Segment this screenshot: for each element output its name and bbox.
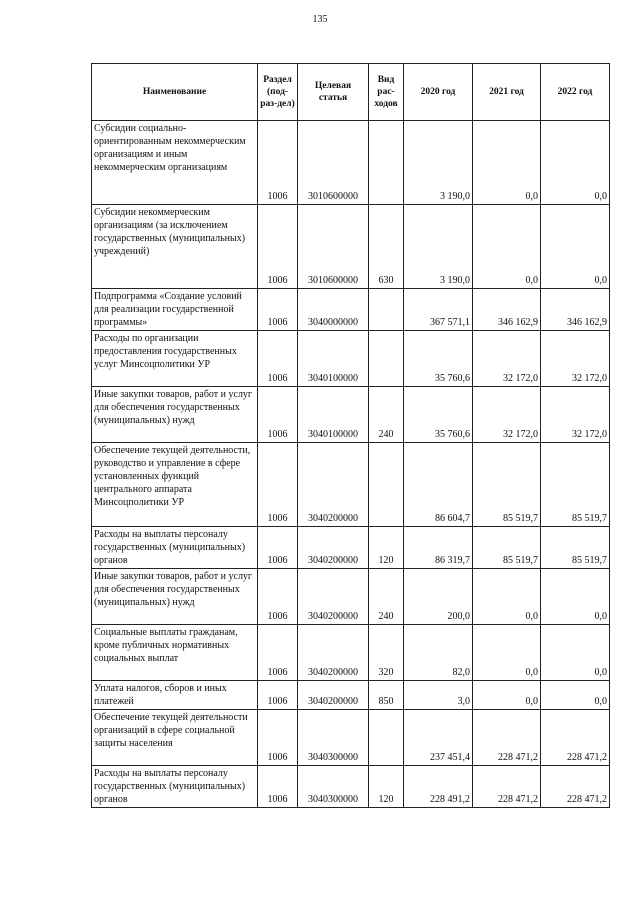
table-row	[92, 443, 610, 527]
cell-kind	[369, 710, 404, 766]
cell-y2022: 0,0	[541, 205, 610, 289]
cell-target: 3040200000	[298, 443, 369, 527]
header-kind: Вид рас-ходов	[369, 64, 404, 121]
table-row	[92, 527, 610, 569]
cell-y2020: 200,0	[404, 569, 473, 625]
cell-y2020: 3 190,0	[404, 205, 473, 289]
cell-y2021: 32 172,0	[473, 331, 541, 387]
table-row	[92, 205, 610, 289]
cell-y2021: 0,0	[473, 205, 541, 289]
cell-kind	[369, 331, 404, 387]
cell-kind: 850	[369, 681, 404, 710]
cell-section: 1006	[258, 681, 298, 710]
cell-name: Подпрограмма «Создание условий для реализации государственной программы»	[92, 289, 258, 331]
cell-y2022: 32 172,0	[541, 331, 610, 387]
page-number: 135	[312, 14, 328, 25]
cell-y2020: 35 760,6	[404, 331, 473, 387]
cell-y2021: 228 471,2	[473, 766, 541, 808]
cell-y2021: 32 172,0	[473, 387, 541, 443]
cell-kind: 120	[369, 766, 404, 808]
cell-name: Субсидии некоммерческим организациям (за исключением государственных (муниципальных) учреждений)	[92, 205, 258, 289]
cell-y2021: 0,0	[473, 569, 541, 625]
cell-y2021: 228 471,2	[473, 710, 541, 766]
cell-y2021: 0,0	[473, 681, 541, 710]
table-row	[92, 766, 610, 808]
cell-name: Обеспечение текущей деятельности организаций в сфере социальной защиты населения	[92, 710, 258, 766]
cell-section: 1006	[258, 331, 298, 387]
budget-table	[91, 63, 610, 808]
cell-y2020: 367 571,1	[404, 289, 473, 331]
cell-y2020: 35 760,6	[404, 387, 473, 443]
header-name: Наименование	[92, 64, 258, 121]
cell-section: 1006	[258, 387, 298, 443]
header-2022: 2022 год	[541, 64, 610, 121]
cell-y2020: 3 190,0	[404, 121, 473, 205]
cell-y2022: 228 471,2	[541, 710, 610, 766]
cell-kind: 240	[369, 387, 404, 443]
cell-target: 3040300000	[298, 710, 369, 766]
cell-section: 1006	[258, 625, 298, 681]
cell-target: 3010600000	[298, 205, 369, 289]
cell-y2022: 0,0	[541, 569, 610, 625]
table-row	[92, 121, 610, 205]
cell-kind: 630	[369, 205, 404, 289]
cell-target: 3040200000	[298, 569, 369, 625]
cell-section: 1006	[258, 710, 298, 766]
cell-target: 3040100000	[298, 387, 369, 443]
cell-y2021: 0,0	[473, 625, 541, 681]
cell-section: 1006	[258, 121, 298, 205]
header-target: Целевая статья	[298, 64, 369, 121]
cell-section: 1006	[258, 289, 298, 331]
cell-y2022: 85 519,7	[541, 527, 610, 569]
table-row	[92, 569, 610, 625]
cell-section: 1006	[258, 443, 298, 527]
header-2020: 2020 год	[404, 64, 473, 121]
cell-y2022: 0,0	[541, 121, 610, 205]
cell-y2021: 0,0	[473, 121, 541, 205]
cell-name: Социальные выплаты гражданам, кроме публичных нормативных социальных выплат	[92, 625, 258, 681]
cell-kind	[369, 289, 404, 331]
cell-y2021: 346 162,9	[473, 289, 541, 331]
cell-y2021: 85 519,7	[473, 527, 541, 569]
cell-target: 3040300000	[298, 766, 369, 808]
cell-name: Расходы на выплаты персоналу государственных (муниципальных) органов	[92, 527, 258, 569]
cell-y2020: 86 319,7	[404, 527, 473, 569]
cell-name: Субсидии социально-ориентированным некоммерческим организациям и иным некоммерческим организациям	[92, 121, 258, 205]
cell-section: 1006	[258, 205, 298, 289]
cell-name: Иные закупки товаров, работ и услуг для обеспечения государственных (муниципальных) нужд	[92, 387, 258, 443]
cell-y2022: 0,0	[541, 625, 610, 681]
table-header-row	[92, 64, 610, 121]
cell-y2020: 228 491,2	[404, 766, 473, 808]
cell-target: 3040200000	[298, 681, 369, 710]
table-row	[92, 625, 610, 681]
table-row	[92, 681, 610, 710]
cell-name: Иные закупки товаров, работ и услуг для обеспечения государственных (муниципальных) нужд	[92, 569, 258, 625]
cell-section: 1006	[258, 527, 298, 569]
cell-y2020: 86 604,7	[404, 443, 473, 527]
table-row	[92, 331, 610, 387]
header-2021: 2021 год	[473, 64, 541, 121]
cell-target: 3040200000	[298, 527, 369, 569]
table-row	[92, 387, 610, 443]
cell-name: Расходы на выплаты персоналу государственных (муниципальных) органов	[92, 766, 258, 808]
cell-kind: 120	[369, 527, 404, 569]
cell-y2022: 346 162,9	[541, 289, 610, 331]
cell-name: Расходы по организации предоставления государственных услуг Минсоцполитики УР	[92, 331, 258, 387]
cell-y2021: 85 519,7	[473, 443, 541, 527]
cell-y2020: 82,0	[404, 625, 473, 681]
cell-kind	[369, 443, 404, 527]
cell-name: Обеспечение текущей деятельности, руководство и управление в сфере установленных функций центрального аппарата Минсоцполитики УР	[92, 443, 258, 527]
cell-y2020: 3,0	[404, 681, 473, 710]
cell-y2022: 228 471,2	[541, 766, 610, 808]
cell-kind: 320	[369, 625, 404, 681]
header-section: Раздел (под-раз-дел)	[258, 64, 298, 121]
cell-target: 3040200000	[298, 625, 369, 681]
cell-y2022: 0,0	[541, 681, 610, 710]
cell-y2020: 237 451,4	[404, 710, 473, 766]
cell-kind: 240	[369, 569, 404, 625]
cell-name: Уплата налогов, сборов и иных платежей	[92, 681, 258, 710]
cell-section: 1006	[258, 569, 298, 625]
cell-y2022: 85 519,7	[541, 443, 610, 527]
table-row	[92, 710, 610, 766]
cell-target: 3010600000	[298, 121, 369, 205]
cell-target: 3040100000	[298, 331, 369, 387]
cell-target: 3040000000	[298, 289, 369, 331]
cell-y2022: 32 172,0	[541, 387, 610, 443]
cell-kind	[369, 121, 404, 205]
table-row	[92, 289, 610, 331]
cell-section: 1006	[258, 766, 298, 808]
